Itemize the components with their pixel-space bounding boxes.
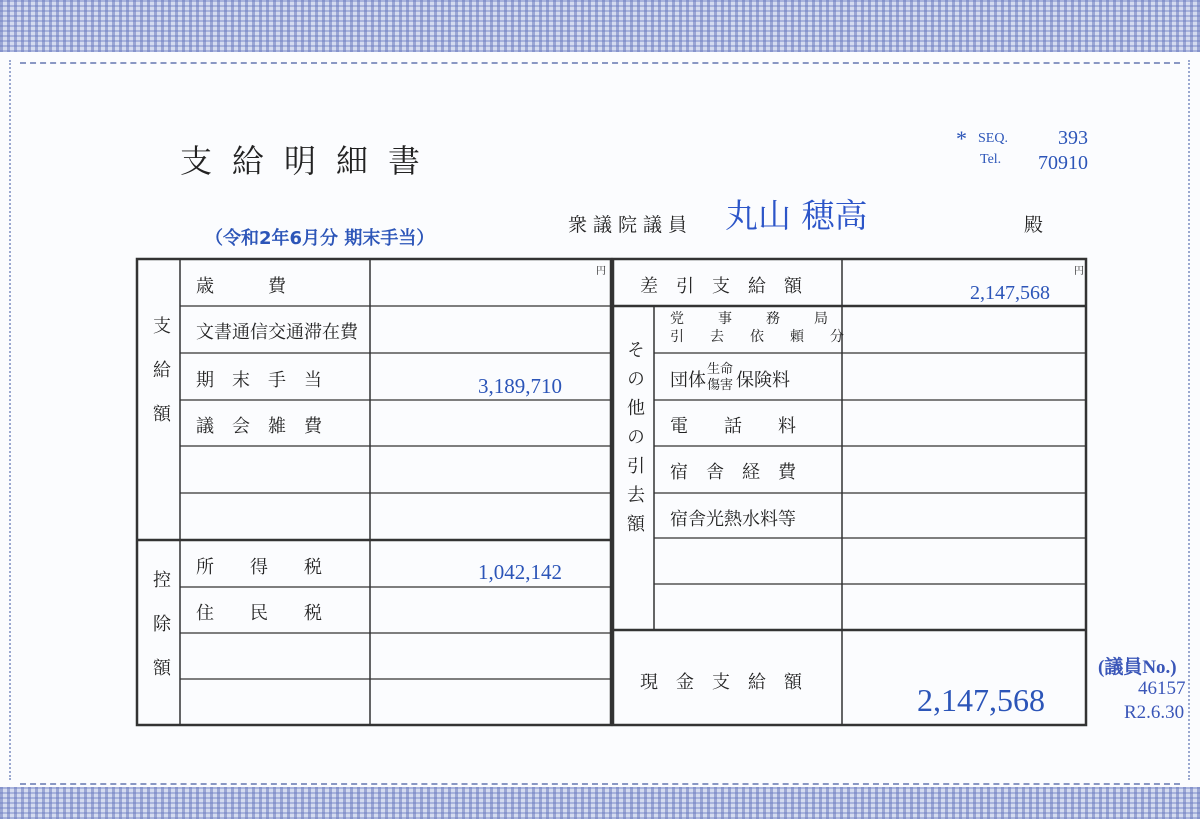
pay-period: （令和2年6月分 期末手当） bbox=[205, 228, 435, 249]
seq-label: SEQ. bbox=[978, 131, 1008, 146]
tel-label: Tel. bbox=[980, 152, 1002, 167]
net-pay-value: 2,147,568 bbox=[970, 282, 1050, 304]
recipient-organization: 衆議院議員 bbox=[568, 214, 694, 236]
member-name: 丸山 穂高 bbox=[725, 196, 868, 235]
insurance-small-injury: 傷害 bbox=[707, 378, 734, 393]
row-label-juminzei: 住 民 税 bbox=[196, 603, 322, 624]
section-payment-label: 支給額 bbox=[150, 316, 171, 448]
row-label-shotokuzei: 所 得 税 bbox=[196, 557, 322, 578]
section-deduction-label: 控除額 bbox=[150, 570, 171, 702]
member-number: 46157 bbox=[1138, 678, 1186, 699]
member-number-label: (議員No.) bbox=[1098, 657, 1177, 678]
row-label-saihi: 歳 費 bbox=[196, 276, 286, 297]
insurance-suffix: 保険料 bbox=[736, 370, 790, 391]
party-office-line2: 引 去 依 頼 分 bbox=[670, 329, 850, 345]
right-yen-mark: 円 bbox=[1074, 266, 1084, 277]
row-label-bunsho: 文書通信交通滞在費 bbox=[196, 322, 358, 343]
net-pay-label: 差 引 支 給 額 bbox=[640, 276, 802, 297]
party-office-line1: 党 事 務 局 bbox=[670, 311, 838, 327]
row-label-kounetsu: 宿舎光熱水料等 bbox=[670, 509, 796, 530]
issue-date: R2.6.30 bbox=[1124, 702, 1185, 723]
left-yen-mark: 円 bbox=[596, 266, 606, 277]
seq-value: 393 bbox=[1058, 127, 1088, 149]
cash-pay-value: 2,147,568 bbox=[917, 682, 1045, 718]
row-label-shukusha: 宿 舎 経 費 bbox=[670, 462, 796, 483]
row-label-denwa: 電 話 料 bbox=[670, 416, 796, 437]
section-other-label: その他の引去額 bbox=[624, 340, 645, 543]
value-kimatsu: 3,189,710 bbox=[478, 374, 562, 398]
row-label-gikai: 議 会 雑 費 bbox=[196, 416, 322, 437]
insurance-small-life: 生命 bbox=[707, 362, 734, 377]
insurance-prefix: 団体 bbox=[670, 370, 706, 391]
seq-star: * bbox=[956, 126, 967, 151]
honorific: 殿 bbox=[1024, 214, 1044, 236]
document-title: 支給明細書 bbox=[180, 142, 441, 180]
value-shotokuzei: 1,042,142 bbox=[478, 560, 562, 584]
cash-pay-label: 現 金 支 給 額 bbox=[640, 672, 802, 693]
tel-value: 70910 bbox=[1038, 152, 1088, 174]
row-label-kimatsu: 期 末 手 当 bbox=[196, 370, 322, 391]
